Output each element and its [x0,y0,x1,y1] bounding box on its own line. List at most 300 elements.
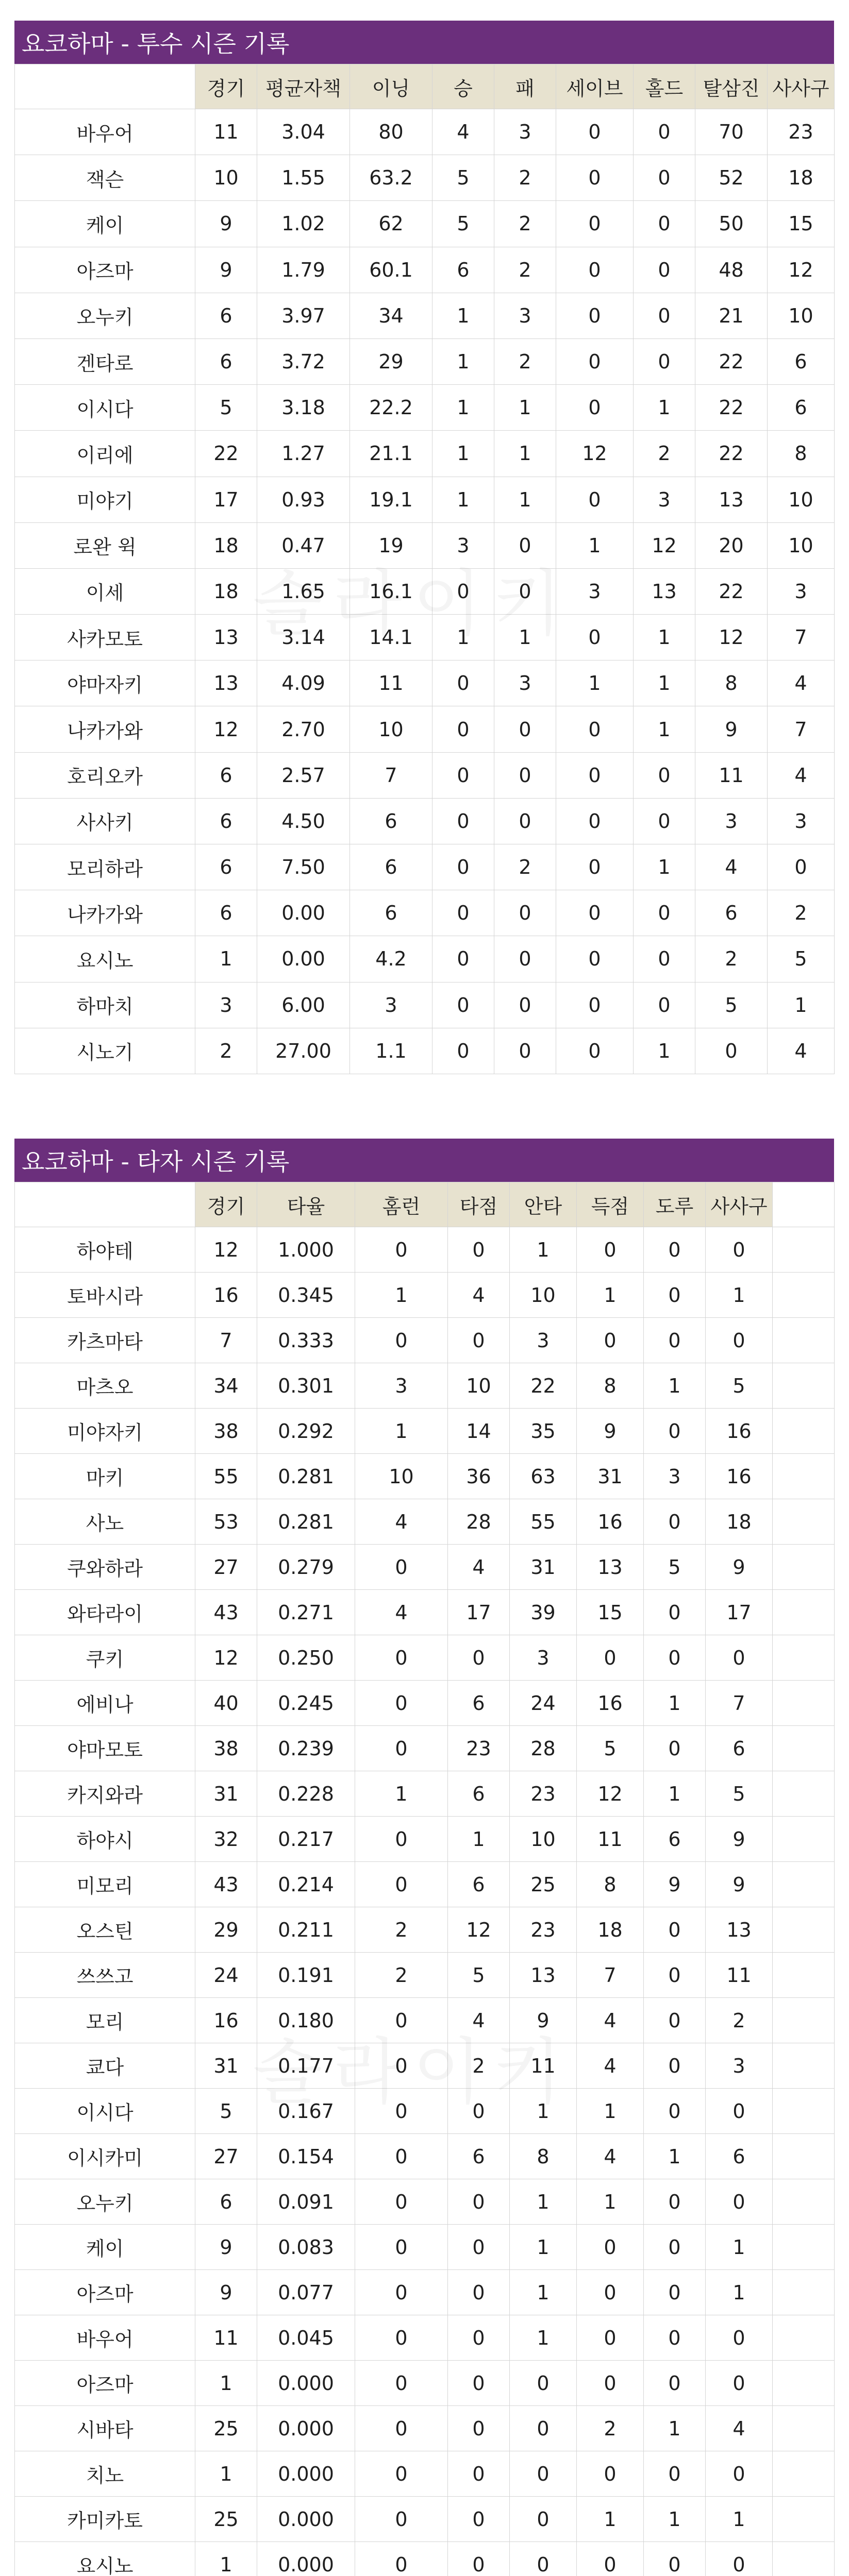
stat-cell: 50 [695,201,768,247]
stat-cell: 6 [644,1817,706,1862]
stat-cell: 23 [448,1726,510,1771]
player-name-cell: 이시다 [15,2089,195,2134]
stat-cell: 0 [510,2451,577,2497]
batter-header-empty [773,1182,835,1227]
pitcher-header-1: 경기 [195,64,257,109]
stat-cell: 0 [577,2225,644,2270]
empty-cell [773,1862,835,1907]
stat-cell: 1 [706,2270,773,2315]
stat-cell: 7 [768,706,835,752]
player-name-cell: 시바타 [15,2406,195,2451]
stat-cell: 0 [634,798,695,844]
stat-cell: 70 [695,109,768,155]
stat-cell: 21.1 [350,431,432,477]
empty-cell [773,1318,835,1363]
table-row [15,1817,835,1862]
stat-cell: 0.000 [257,2542,355,2576]
stat-cell: 4 [448,1273,510,1318]
stat-cell: 1.79 [257,247,350,293]
empty-cell [773,1681,835,1726]
stat-cell: 1 [706,2225,773,2270]
stat-cell: 3 [556,568,634,614]
stat-cell: 63.2 [350,155,432,201]
empty-cell [773,2542,835,2576]
stat-cell: 0.077 [257,2270,355,2315]
table-row [15,1273,835,1318]
stat-cell: 0 [355,2406,448,2451]
stat-cell: 8 [695,660,768,706]
stat-cell: 16 [195,1998,257,2043]
stat-cell: 0 [448,2451,510,2497]
stat-cell: 0 [355,1998,448,2043]
stat-cell: 23 [768,109,835,155]
stat-cell: 2 [195,1028,257,1074]
stat-cell: 11 [577,1817,644,1862]
stat-cell: 2 [695,936,768,982]
table-row [15,2134,835,2179]
stat-cell: 38 [195,1726,257,1771]
stat-cell: 0 [556,1028,634,1074]
stat-cell: 0 [634,936,695,982]
pitcher-section [14,21,834,1074]
stat-cell: 1 [494,477,556,522]
batter-header-1: 경기 [195,1182,257,1227]
stat-cell: 39 [510,1590,577,1635]
stat-cell: 1 [510,2089,577,2134]
stat-cell: 3 [695,798,768,844]
player-name-cell: 나카가와 [15,890,195,936]
stat-cell: 16 [195,1273,257,1318]
player-name-cell: 오누키 [15,293,195,338]
stat-cell: 1 [577,2089,644,2134]
stat-cell: 1 [432,431,494,477]
stat-cell: 2 [494,338,556,384]
pitcher-header-row [15,64,835,109]
stat-cell: 2 [706,1998,773,2043]
stat-cell: 0 [644,2270,706,2315]
player-name-cell: 모리하라 [15,844,195,890]
stat-cell: 0 [494,1028,556,1074]
stat-cell: 0.292 [257,1409,355,1454]
stat-cell: 62 [350,201,432,247]
batter-header-8: 사사구 [706,1182,773,1227]
player-name-cell: 토바시라 [15,1273,195,1318]
stat-cell: 0 [494,568,556,614]
table-row [15,1907,835,1953]
stat-cell: 0 [510,2406,577,2451]
stat-cell: 0.000 [257,2406,355,2451]
table-row [15,338,835,384]
stat-cell: 1 [432,338,494,384]
stat-cell: 0 [510,2497,577,2542]
player-name-cell: 케이 [15,2225,195,2270]
batter-header-name [15,1182,195,1227]
stat-cell: 53 [195,1499,257,1545]
table-row [15,1363,835,1409]
stat-cell: 0 [556,844,634,890]
table-row [15,2451,835,2497]
stat-cell: 3 [494,660,556,706]
stat-cell: 3.97 [257,293,350,338]
stat-cell: 0 [706,1318,773,1363]
stat-cell: 1 [494,431,556,477]
player-name-cell: 하야테 [15,1227,195,1273]
stat-cell: 10 [768,293,835,338]
stat-cell: 0 [556,477,634,522]
stat-cell: 5 [448,1953,510,1998]
empty-cell [773,1998,835,2043]
stat-cell: 23 [510,1771,577,1817]
player-name-cell: 카미카토 [15,2497,195,2542]
player-name-cell: 오스틴 [15,1907,195,1953]
stat-cell: 0 [577,1227,644,1273]
stat-cell: 0 [644,2542,706,2576]
stat-cell: 34 [195,1363,257,1409]
stat-cell: 3 [195,982,257,1028]
table-row [15,706,835,752]
stat-cell: 6 [706,2134,773,2179]
player-name-cell: 사카모토 [15,615,195,660]
player-name-cell: 아즈마 [15,247,195,293]
player-name-cell: 하마치 [15,982,195,1028]
stat-cell: 1 [556,522,634,568]
stat-cell: 1 [634,660,695,706]
stat-cell: 6 [195,752,257,798]
stat-cell: 1 [634,1028,695,1074]
table-row [15,201,835,247]
stat-cell: 2 [494,844,556,890]
empty-cell [773,1953,835,1998]
empty-cell [773,2361,835,2406]
stat-cell: 4.50 [257,798,350,844]
stat-cell: 12 [577,1771,644,1817]
stat-cell: 5 [706,1363,773,1409]
table-row [15,1635,835,1681]
stat-cell: 0 [355,1545,448,1590]
stat-cell: 0 [577,2315,644,2361]
player-name-cell: 이시다 [15,385,195,431]
empty-cell [773,2270,835,2315]
stat-cell: 13 [634,568,695,614]
stat-cell: 22 [695,431,768,477]
stat-cell: 7 [768,615,835,660]
stat-cell: 4 [577,1998,644,2043]
stat-cell: 25 [510,1862,577,1907]
stat-cell: 6 [195,798,257,844]
empty-cell [773,1635,835,1681]
stat-cell: 3 [644,1454,706,1499]
stat-cell: 0.271 [257,1590,355,1635]
stat-cell: 10 [448,1363,510,1409]
stat-cell: 1 [577,1273,644,1318]
stat-cell: 17 [706,1590,773,1635]
stat-cell: 14 [448,1409,510,1454]
stat-cell: 22 [695,338,768,384]
table-row [15,982,835,1028]
stat-cell: 1 [355,1409,448,1454]
stat-cell: 0 [556,247,634,293]
stat-cell: 11 [510,2043,577,2089]
player-name-cell: 쓰쓰고 [15,1953,195,1998]
stat-cell: 1 [577,2497,644,2542]
stat-cell: 13 [195,660,257,706]
stat-cell: 12 [556,431,634,477]
table-row [15,109,835,155]
stat-cell: 2 [494,155,556,201]
stat-cell: 22 [695,568,768,614]
stat-cell: 0 [706,2315,773,2361]
stat-cell: 1 [195,936,257,982]
stat-cell: 1 [448,1817,510,1862]
stat-cell: 9 [195,2270,257,2315]
stat-cell: 16 [577,1499,644,1545]
stat-cell: 0 [706,2089,773,2134]
empty-cell [773,1363,835,1409]
stat-cell: 22 [195,431,257,477]
stat-cell: 0.177 [257,2043,355,2089]
stat-cell: 1.02 [257,201,350,247]
stat-cell: 3 [494,293,556,338]
stat-cell: 10 [768,522,835,568]
stat-cell: 9 [195,2225,257,2270]
empty-cell [773,1499,835,1545]
stat-cell: 3 [355,1363,448,1409]
stat-cell: 4 [355,1499,448,1545]
stat-cell: 0 [432,706,494,752]
stat-cell: 1.65 [257,568,350,614]
stat-cell: 15 [577,1590,644,1635]
player-name-cell: 마키 [15,1454,195,1499]
empty-cell [773,2497,835,2542]
stat-cell: 1 [432,615,494,660]
stat-cell: 12 [448,1907,510,1953]
stat-cell: 0.281 [257,1454,355,1499]
stat-cell: 6 [432,247,494,293]
empty-cell [773,2134,835,2179]
empty-cell [773,2315,835,2361]
stat-cell: 0.93 [257,477,350,522]
empty-cell [773,2043,835,2089]
player-name-cell: 로완 윅 [15,522,195,568]
empty-cell [773,1817,835,1862]
stat-cell: 22 [510,1363,577,1409]
stat-cell: 1.000 [257,1227,355,1273]
stat-cell: 0 [634,982,695,1028]
stat-cell: 1 [355,1273,448,1318]
stat-cell: 0 [448,2179,510,2225]
stat-cell: 4 [448,1545,510,1590]
table-row [15,1028,835,1074]
player-name-cell: 시노기 [15,1028,195,1074]
player-name-cell: 이시카미 [15,2134,195,2179]
batter-header-7: 도루 [644,1182,706,1227]
stat-cell: 1 [494,615,556,660]
stat-cell: 0 [644,1318,706,1363]
stat-cell: 0 [355,2134,448,2179]
stat-cell: 1 [195,2542,257,2576]
stat-cell: 0 [577,2542,644,2576]
stat-cell: 36 [448,1454,510,1499]
stat-cell: 0 [556,752,634,798]
player-name-cell: 카츠마타 [15,1318,195,1363]
stat-cell: 1 [644,2497,706,2542]
stat-cell: 0 [577,2270,644,2315]
empty-cell [773,1409,835,1454]
stat-cell: 0.191 [257,1953,355,1998]
stat-cell: 6.00 [257,982,350,1028]
stat-cell: 4.09 [257,660,350,706]
stat-cell: 0 [706,2451,773,2497]
player-name-cell: 이리에 [15,431,195,477]
stat-cell: 6 [195,2179,257,2225]
stat-cell: 6 [195,338,257,384]
table-row [15,1409,835,1454]
stat-cell: 34 [350,293,432,338]
stat-cell: 5 [432,155,494,201]
player-name-cell: 모리 [15,1998,195,2043]
stat-cell: 0 [355,2089,448,2134]
stat-cell: 8 [577,1363,644,1409]
stat-cell: 0 [706,2179,773,2225]
pitcher-header-3: 이닝 [350,64,432,109]
stat-cell: 22.2 [350,385,432,431]
stat-cell: 0 [644,2179,706,2225]
stat-cell: 0 [355,1681,448,1726]
stat-cell: 2 [355,1907,448,1953]
table-row [15,2315,835,2361]
stat-cell: 1 [510,1227,577,1273]
stat-cell: 9 [510,1998,577,2043]
stat-cell: 0 [448,1318,510,1363]
stat-cell: 4 [577,2043,644,2089]
table-row [15,2179,835,2225]
stat-cell: 0 [577,2451,644,2497]
stat-cell: 0.00 [257,890,350,936]
stat-cell: 35 [510,1409,577,1454]
batter-table [14,1182,835,2576]
stat-cell: 13 [195,615,257,660]
player-name-cell: 나카가와 [15,706,195,752]
stat-cell: 6 [350,798,432,844]
stat-cell: 11 [706,1953,773,1998]
stat-cell: 43 [195,1862,257,1907]
stat-cell: 1 [432,477,494,522]
pitcher-table-body [15,109,835,1074]
stat-cell: 1.55 [257,155,350,201]
stat-cell: 0 [644,1953,706,1998]
table-row [15,522,835,568]
stat-cell: 0 [695,1028,768,1074]
stat-cell: 0 [432,1028,494,1074]
stat-cell: 0 [644,2315,706,2361]
stat-cell: 10 [350,706,432,752]
stat-cell: 0 [556,936,634,982]
stat-cell: 5 [768,936,835,982]
table-row [15,2361,835,2406]
stat-cell: 0 [634,201,695,247]
stat-cell: 2.70 [257,706,350,752]
stat-cell: 1 [644,1681,706,1726]
stat-cell: 1 [510,2225,577,2270]
empty-cell [773,1545,835,1590]
stat-cell: 24 [510,1681,577,1726]
stat-cell: 12 [695,615,768,660]
stat-cell: 2 [494,247,556,293]
stat-cell: 0.167 [257,2089,355,2134]
stat-cell: 1 [644,1363,706,1409]
stat-cell: 0 [634,247,695,293]
stat-cell: 6 [448,1771,510,1817]
stat-cell: 17 [195,477,257,522]
stat-cell: 1 [355,1771,448,1817]
empty-cell [773,1227,835,1273]
stat-cell: 6 [448,2134,510,2179]
stat-cell: 0.250 [257,1635,355,1681]
stat-cell: 0 [432,752,494,798]
stat-cell: 0 [634,890,695,936]
stat-cell: 0 [644,2451,706,2497]
table-row [15,890,835,936]
stat-cell: 7 [195,1318,257,1363]
stat-cell: 4 [706,2406,773,2451]
stat-cell: 1 [195,2451,257,2497]
stat-cell: 0 [556,798,634,844]
empty-cell [773,1726,835,1771]
stat-cell: 2 [494,201,556,247]
stat-cell: 27 [195,2134,257,2179]
table-row [15,2497,835,2542]
stat-cell: 3 [706,2043,773,2089]
stat-cell: 12 [195,1635,257,1681]
stat-cell: 0 [448,2542,510,2576]
stat-cell: 3 [432,522,494,568]
player-name-cell: 사사키 [15,798,195,844]
stat-cell: 1 [432,293,494,338]
stat-cell: 0 [644,1499,706,1545]
empty-cell [773,1454,835,1499]
stat-cell: 31 [577,1454,644,1499]
player-name-cell: 잭슨 [15,155,195,201]
player-name-cell: 바우어 [15,109,195,155]
stat-cell: 0.281 [257,1499,355,1545]
stat-cell: 1 [634,615,695,660]
stat-cell: 3.18 [257,385,350,431]
player-name-cell: 미야기 [15,477,195,522]
player-name-cell: 와타라이 [15,1590,195,1635]
stat-cell: 0 [634,109,695,155]
stat-cell: 0 [644,1726,706,1771]
batter-header-3: 홈런 [355,1182,448,1227]
batter-header-6: 득점 [577,1182,644,1227]
stat-cell: 6 [768,385,835,431]
table-row [15,2406,835,2451]
table-row [15,293,835,338]
stat-cell: 0 [355,2270,448,2315]
stat-cell: 4 [768,752,835,798]
stat-cell: 9 [644,1862,706,1907]
pitcher-table [14,64,835,1074]
stat-cell: 0 [644,2043,706,2089]
stat-cell: 0 [706,1635,773,1681]
stat-cell: 0.217 [257,1817,355,1862]
stat-cell: 11 [195,2315,257,2361]
stat-cell: 52 [695,155,768,201]
stat-cell: 0 [634,338,695,384]
empty-cell [773,2225,835,2270]
stat-cell: 0 [577,1635,644,1681]
stat-cell: 1 [195,2361,257,2406]
stat-cell: 0.345 [257,1273,355,1318]
